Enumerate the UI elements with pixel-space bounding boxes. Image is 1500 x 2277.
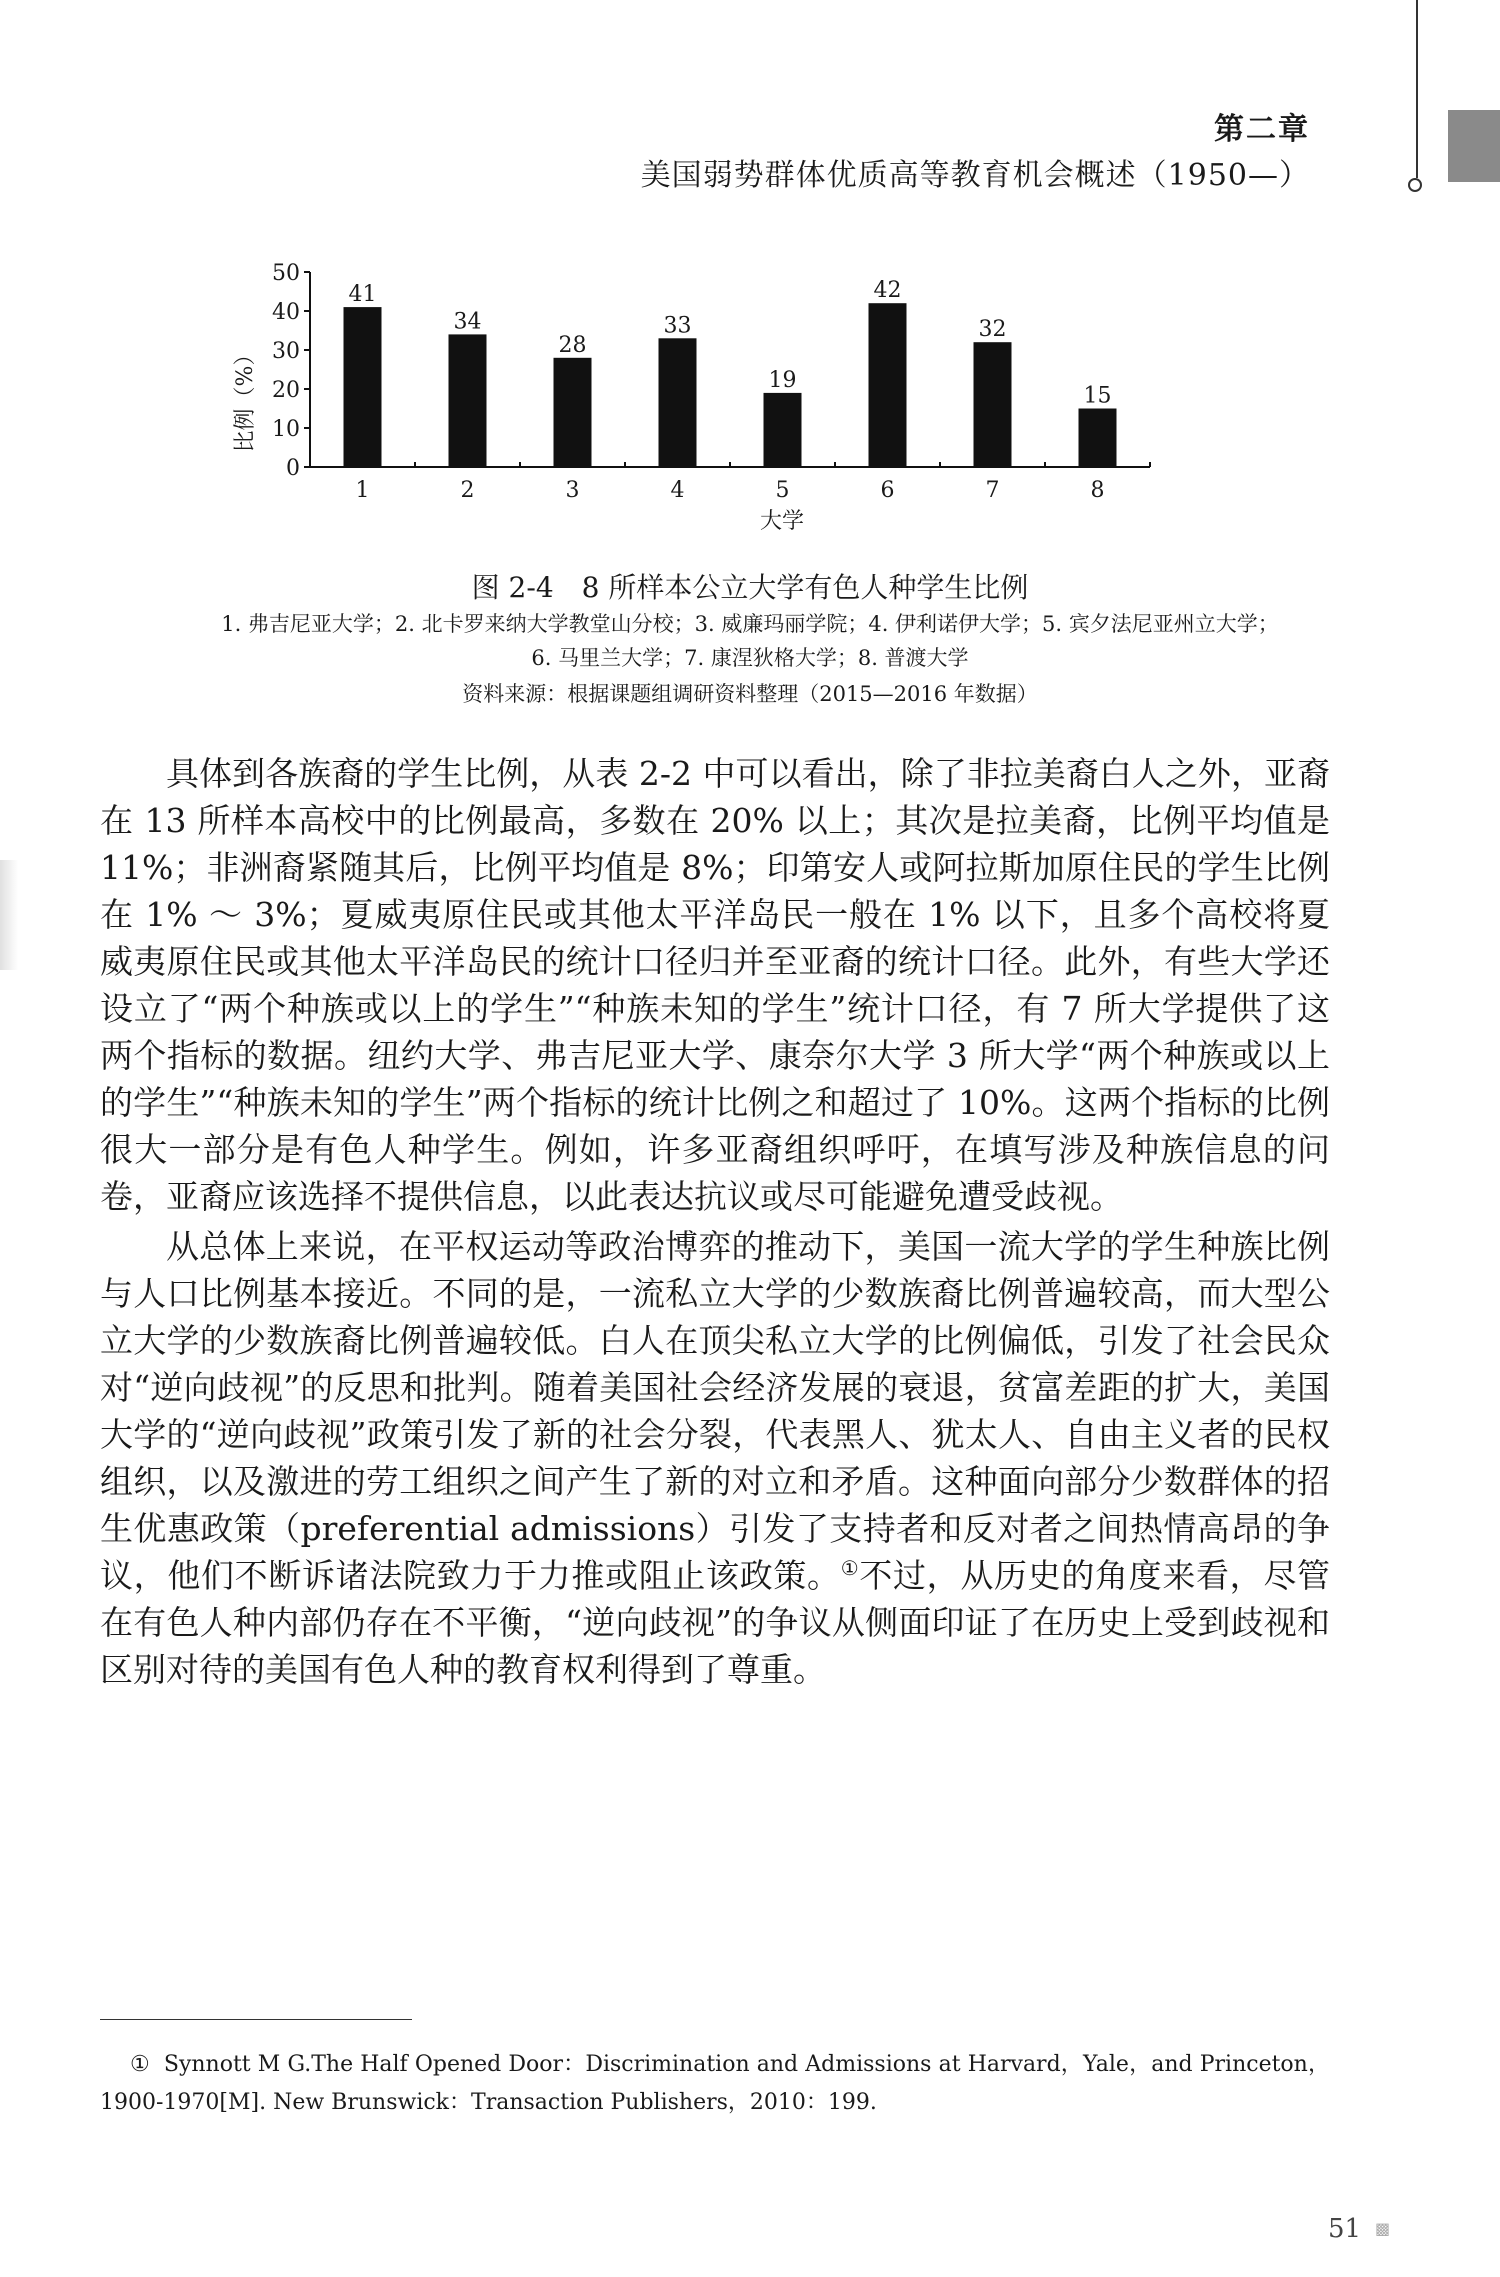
bar-3	[554, 358, 592, 467]
bar-value-label: 41	[348, 282, 377, 308]
y-axis-label: 比例（%）	[233, 343, 258, 453]
bar-value-label: 32	[978, 317, 1007, 343]
bar-4	[659, 338, 697, 467]
margin-rule	[1416, 0, 1418, 178]
y-tick-label: 20	[272, 378, 300, 403]
chapter-subtitle: 美国弱势群体优质高等教育机会概述（1950—）	[640, 158, 1310, 193]
y-tick-label: 50	[272, 261, 300, 286]
paragraph-2	[100, 1223, 1330, 1693]
figure-legend-line-2: 6. 马里兰大学；7. 康涅狄格大学；8. 普渡大学	[531, 646, 969, 670]
x-tick-label: 6	[880, 478, 895, 503]
bar-8	[1079, 409, 1117, 468]
y-tick-label: 30	[272, 339, 300, 364]
bar-value-label: 19	[768, 367, 797, 393]
paragraph-1: 具体到各族裔的学生比例，从表 2-2 中可以看出，除了非拉美裔白人之外，亚裔在 13 所样本高校中的比例最高，多数在 20% 以上；其次是拉美裔，比例平均值是 11%；非洲裔紧随其后，比例平均值是 8%；印第安人或阿拉斯加原住民的学生比例在 1% ～ 3%；夏威夷原住民或其他太平洋岛民一般在 1% 以下，且多个高校将夏威夷原住民或其他太平洋岛民的统计口径归并至亚裔的统计口径。此外，有些大学还设立了“两个种族或以上的学生”“种族未知的学生”统计口径，有 7 所大学提供了这两个指标的数据。纽约大学、弗吉尼亚大学、康奈尔大学 3 所大学“两个种族或以上的学生”“种族未知的学生”两个指标的统计比例之和超过了 10%。这两个指标的比例很大一部分是有色人种学生。例如，许多亚裔组织呼吁，在填写涉及种族信息的问卷，亚裔应该选择不提供信息，以此表达抗议或尽可能避免遭受歧视。	[100, 754, 1330, 1216]
bar-value-label: 42	[873, 278, 902, 304]
x-tick-label: 2	[460, 478, 475, 503]
footnote-divider	[100, 2019, 412, 2020]
figure-legend-line-1: 1. 弗吉尼亚大学；2. 北卡罗来纳大学教堂山分校；3. 威廉玛丽学院；4. 伊利诺伊大学；5. 宾夕法尼亚州立大学；	[221, 612, 1279, 636]
bar-5	[764, 393, 802, 467]
bar-2	[449, 334, 487, 467]
body-text	[100, 750, 1330, 1696]
y-tick-label: 0	[286, 456, 300, 481]
x-axis-label: 大学	[759, 509, 805, 534]
x-tick-label: 3	[565, 478, 580, 503]
y-tick-label: 40	[272, 300, 300, 325]
x-tick-label: 7	[985, 478, 1000, 503]
bar-7	[974, 342, 1012, 467]
chart-marks	[272, 261, 1150, 503]
footnote	[100, 2046, 1330, 2122]
chapter-label: 第二章	[1214, 112, 1310, 147]
figure-title: 图 2-4 8 所样本公立大学有色人种学生比例	[471, 571, 1029, 604]
bar-value-label: 34	[453, 309, 482, 335]
footnote-number: ①	[130, 2052, 150, 2077]
bar-1	[344, 307, 382, 467]
bar-chart	[210, 250, 1170, 550]
bar-value-label: 33	[663, 313, 692, 339]
bar-value-label: 15	[1083, 383, 1112, 409]
x-tick-label: 5	[775, 478, 790, 503]
figure-source: 资料来源：根据课题组调研资料整理（2015—2016 年数据）	[462, 682, 1038, 706]
page-number: 51	[1328, 2214, 1362, 2244]
paragraph-2-part-2: 不过，从历史的角度来看，尽管在有色人种内部仍存在不平衡，“逆向歧视”的争议从侧面印证了在历史上受到歧视和区别对待的美国有色人种的教育权利得到了尊重。	[100, 1556, 1331, 1689]
x-tick-label: 4	[670, 478, 685, 503]
y-tick-label: 10	[272, 417, 300, 442]
chapter-thumb-tab	[1448, 110, 1500, 182]
margin-rule-end-circle	[1408, 178, 1422, 192]
paragraph-2-part-1: 从总体上来说，在平权运动等政治博弈的推动下，美国一流大学的学生种族比例与人口比例基本接近。不同的是，一流私立大学的少数族裔比例普遍较高，而大型公立大学的少数族裔比例普遍较低。白人在顶尖私立大学的比例偏低，引发了社会民众对“逆向歧视”的反思和批判。随着美国社会经济发展的衰退，贫富差距的扩大，美国大学的“逆向歧视”政策引发了新的社会分裂，代表黑人、犹太人、自由主义者的民权组织，以及激进的劳工组织之间产生了新的对立和矛盾。这种面向部分少数群体的招生优惠政策（preferential admissions）引发了支持者和反对者之间热情高昂的争议，他们不断诉诸法院致力于力推或阻止该政策。	[100, 1227, 1330, 1595]
page-corner-mark: ▩	[1375, 2219, 1391, 2238]
page-edge-shadow	[0, 860, 18, 970]
y-axis-title	[233, 344, 258, 453]
x-tick-label: 1	[355, 478, 370, 503]
footnote-text: Synnott M G.The Half Opened Door：Discrimination and Admissions at Harvard，Yale，and Princeton，1900-1970[M]. New Brunswick：Transaction Publishers，2010：199.	[100, 2052, 1330, 2115]
footnote-reference[interactable]: ①	[840, 1556, 860, 1580]
bar-6	[869, 303, 907, 467]
x-tick-label: 8	[1090, 478, 1105, 503]
bar-value-label: 28	[558, 332, 587, 358]
